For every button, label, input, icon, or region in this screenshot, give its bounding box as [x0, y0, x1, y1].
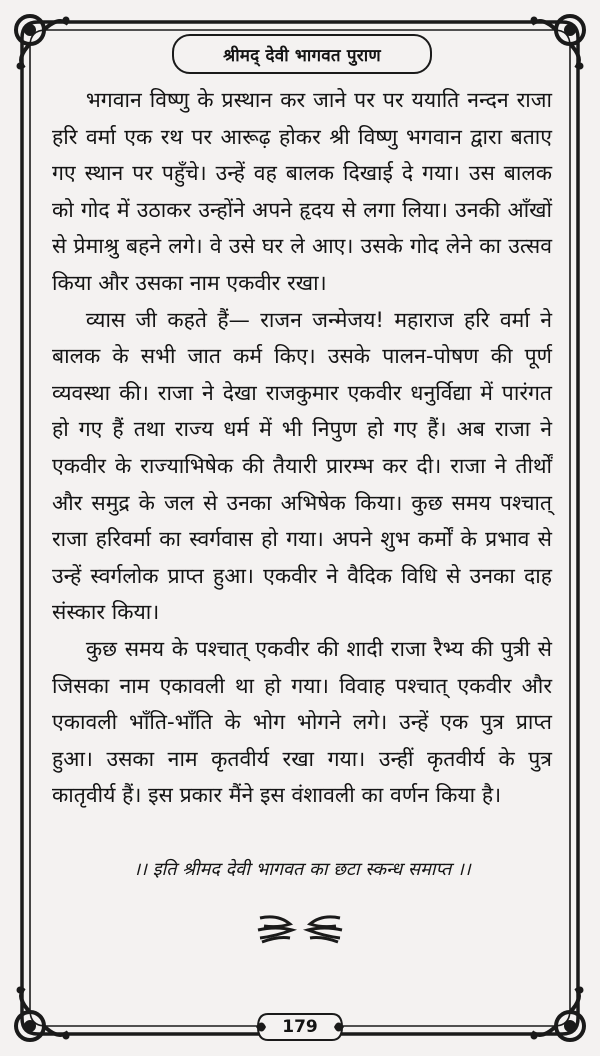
corner-ornament-top-right — [528, 2, 598, 72]
book-title: श्रीमद् देवी भागवत पुराण — [223, 45, 381, 66]
corner-ornament-top-left — [2, 2, 72, 72]
running-header — [172, 34, 432, 74]
chapter-end-ornament — [254, 908, 346, 948]
chapter-end-colophon: ।। इति श्रीमद देवी भागवत का छटा स्कन्ध समाप्त ।। — [133, 859, 471, 880]
body-text — [52, 82, 552, 814]
page-number-box — [266, 1014, 334, 1040]
paragraph-2: व्यास जी कहते हैं— राजन जन्मेजय! महाराज हरि वर्मा ने बालक के सभी जात कर्म किए। उसके पालन-पोषण की पूर्ण व्यवस्था की। राजा ने देखा राजकुमार एकवीर धनुर्विद्या में पारंगत हो गए हैं तथा राज्य धर्म में भी निपुण हो गए हैं। अब राजा ने एकवीर के राज्याभिषेक की तैयारी प्रारम्भ कर दी। राजा ने तीर्थों और समुद्र के जल से उनका अभिषेक किया। कुछ समय पश्चात् राजा हरिवर्मा का स्वर्गवास हो गया। अपने शुभ कर्मों के प्रभाव से उन्हें स्वर्गलोक प्राप्त हुआ। एकवीर ने वैदिक विधि से उनका दाह संस्कार किया। — [52, 306, 552, 625]
page-number: 179 — [282, 1017, 318, 1037]
corner-ornament-bottom-left — [2, 984, 72, 1054]
paragraph-1: भगवान विष्णु के प्रस्थान कर जाने पर पर ययाति नन्दन राजा हरि वर्मा एक रथ पर आरूढ़ होकर श्री विष्णु भगवान द्वारा बताए गए स्थान पर पहुँचे। उन्हें वह बालक दिखाई दे गया। उस बालक को गोद में उठाकर उन्होंने अपने हृदय से लगा लिया। उनकी आँखों से प्रेमाश्रु बहने लगे। वे उसे घर ले आए। उसके गोद लेने का उत्सव किया और उसका नाम एकवीर रखा। — [52, 87, 552, 295]
paragraph-3: कुछ समय के पश्चात् एकवीर की शादी राजा रैभ्य की पुत्री से जिसका नाम एकावली था हो गया। विवाह पश्चात् एकवीर और एकावली भाँति-भाँति के भोग भोगने लगे। उन्हें एक पुत्र प्राप्त हुआ। उसका नाम कृतवीर्य रखा गया। उन्हीं कृतवीर्य के पुत्र कातृवीर्य हैं। इस प्रकार मैंने इस वंशावली का वर्णन किया है। — [52, 635, 552, 808]
corner-ornament-bottom-right — [528, 984, 598, 1054]
